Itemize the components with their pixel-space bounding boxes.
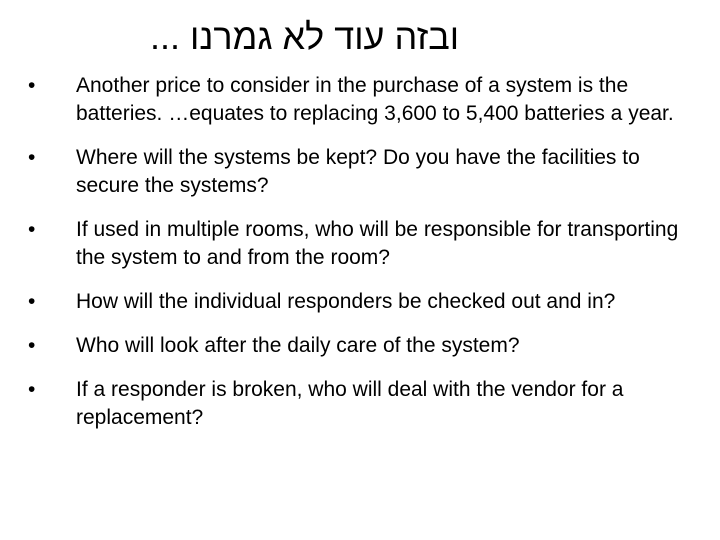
bullet-icon: • (28, 334, 36, 357)
bullet-text: How will the individual responders be checked out and in? (76, 290, 616, 313)
bullet-icon: • (28, 378, 36, 401)
bullet-text: Where will the systems be kept? Do you have the facilities to secure the systems? (76, 146, 640, 197)
bullet-item (25, 288, 680, 316)
bullet-icon: • (28, 74, 36, 97)
slide-title: ובזה עוד לא גמרנו ... (150, 16, 460, 57)
bullet-item (25, 376, 680, 432)
bullet-item (25, 216, 680, 272)
bullet-text: If used in multiple rooms, who will be responsible for transporting the system to and from the room? (76, 218, 679, 269)
bullet-icon: • (28, 146, 36, 169)
bullet-text: Who will look after the daily care of the system? (76, 334, 520, 357)
bullet-text: Another price to consider in the purchase of a system is the batteries. …equates to replacing 3,600 to 5,400 batteries a year. (76, 74, 674, 125)
bullet-list (25, 72, 680, 448)
bullet-text: If a responder is broken, who will deal with the vendor for a replacement? (76, 378, 624, 429)
bullet-item (25, 332, 680, 360)
bullet-icon: • (28, 290, 36, 313)
bullet-icon: • (28, 218, 36, 241)
bullet-item (25, 144, 680, 200)
bullet-item (25, 72, 680, 128)
